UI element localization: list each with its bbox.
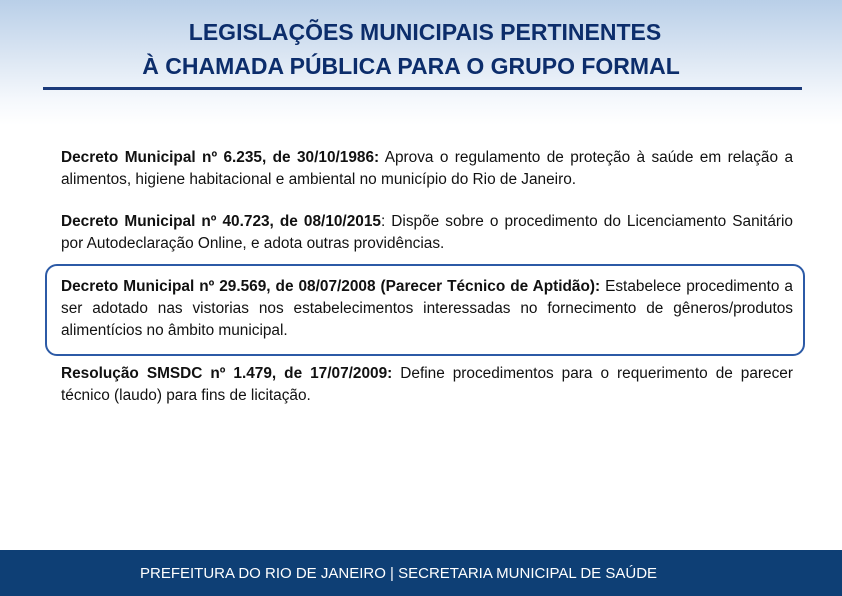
legislation-description: : Dispõe sobre o procedimento do Licenciamento Sanitário por Autodeclaração Online, e adota outras providências. [61, 213, 793, 252]
legislation-item [61, 147, 793, 191]
legislation-item [61, 211, 793, 255]
legislation-item-highlighted [61, 276, 793, 342]
legislation-citation: Decreto Municipal nº 29.569, de 08/07/2008 (Parecer Técnico de Aptidão): [61, 278, 601, 295]
legislation-description: Define procedimentos para o requerimento de parecer técnico (laudo) para fins de licitação. [61, 365, 793, 404]
legislation-citation: Decreto Municipal nº 40.723, de 08/10/2015 [61, 213, 381, 230]
legislation-description: Aprova o regulamento de proteção à saúde em relação a alimentos, higiene habitacional e ambiental no município do Rio de Janeiro. [61, 149, 793, 188]
legislation-citation: Resolução SMSDC nº 1.479, de 17/07/2009: [61, 365, 393, 382]
page-title-line-2: À CHAMADA PÚBLICA PARA O GRUPO FORMAL [142, 53, 680, 79]
legislation-citation: Decreto Municipal nº 6.235, de 30/10/1986: [61, 149, 380, 166]
legislation-item [61, 363, 793, 407]
footer-bar [0, 550, 842, 596]
legislation-description: Estabelece procedimento a ser adotado nas vistorias nos estabelecimentos interessadas no fornecimento de gêneros/produtos alimentícios no âmbito municipal. [61, 278, 793, 339]
page-title-line-1: LEGISLAÇÕES MUNICIPAIS PERTINENTES [188, 19, 662, 45]
title-underline [43, 87, 802, 90]
footer-text: PREFEITURA DO RIO DE JANEIRO | SECRETARIA MUNICIPAL DE SAÚDE [140, 565, 658, 582]
